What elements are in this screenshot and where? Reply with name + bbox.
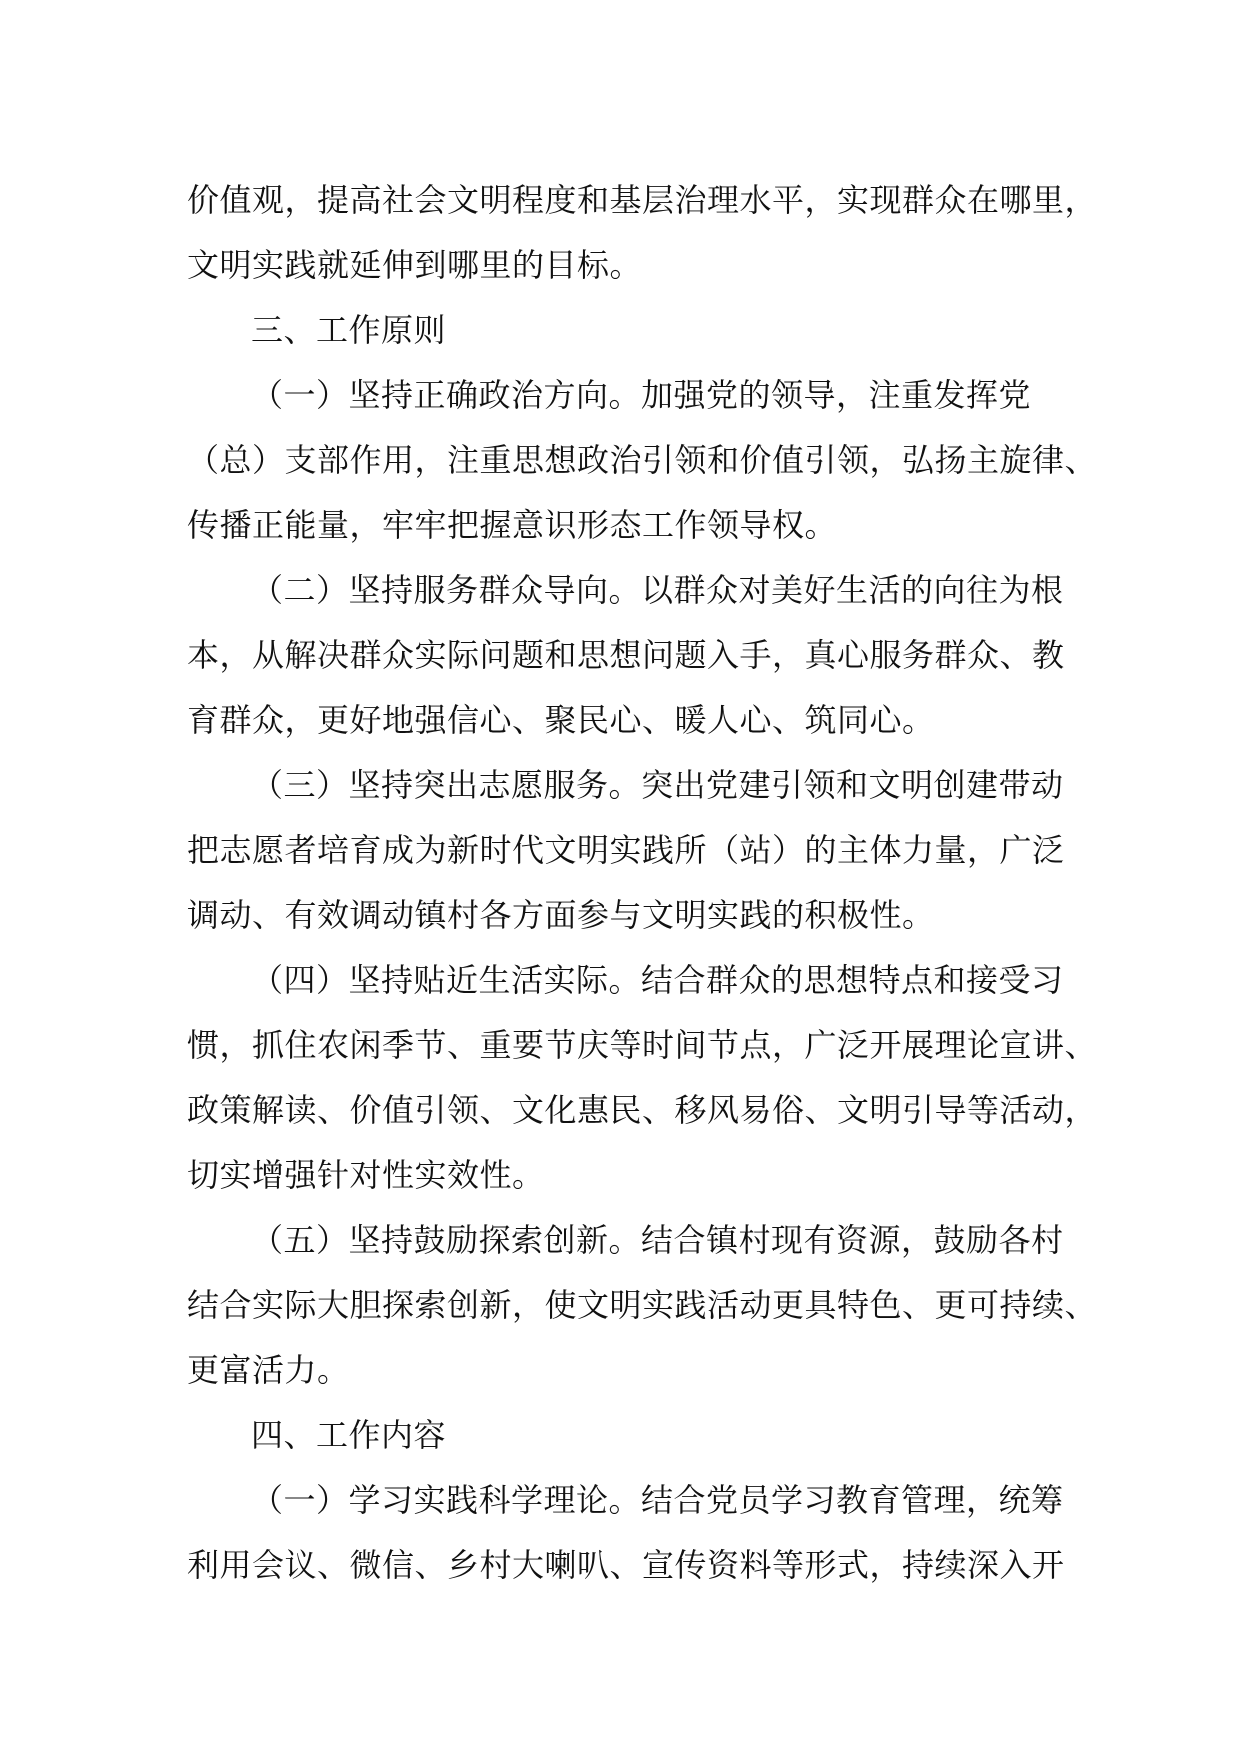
text-line: （一）坚持正确政治方向。加强党的领导，注重发挥党 <box>251 376 1032 414</box>
text-line: 结合实际大胆探索创新，使文明实践活动更具特色、更可持续、 <box>187 1286 1098 1324</box>
document-body <box>187 168 1098 1598</box>
text-line: 价值观，提高社会文明程度和基层治理水平，实现群众在哪里， <box>187 181 1098 219</box>
text-line: 本，从解决群众实际问题和思想问题入手，真心服务群众、教 <box>187 636 1065 674</box>
text-line: （三）坚持突出志愿服务。突出党建引领和文明创建带动 <box>251 766 1064 804</box>
text-line: （二）坚持服务群众导向。以群众对美好生活的向往为根 <box>251 571 1064 609</box>
text-line: 政策解读、价值引领、文化惠民、移风易俗、文明引导等活动， <box>187 1091 1098 1129</box>
text-line: 文明实践就延伸到哪里的目标。 <box>187 246 643 284</box>
text-line: 调动、有效调动镇村各方面参与文明实践的积极性。 <box>187 896 935 934</box>
section-heading: 三、工作原则 <box>251 311 447 349</box>
text-line: 传播正能量，牢牢把握意识形态工作领导权。 <box>187 506 838 544</box>
text-line: 把志愿者培育成为新时代文明实践所（站）的主体力量，广泛 <box>187 831 1065 869</box>
text-line: 切实增强针对性实效性。 <box>187 1156 545 1194</box>
text-line: 利用会议、微信、乡村大喇叭、宣传资料等形式，持续深入开 <box>187 1546 1065 1584</box>
text-line: （四）坚持贴近生活实际。结合群众的思想特点和接受习 <box>251 961 1064 999</box>
text-line: （一）学习实践科学理论。结合党员学习教育管理，统筹 <box>251 1481 1064 1519</box>
text-line: （总）支部作用，注重思想政治引领和价值引领，弘扬主旋律、 <box>187 441 1098 479</box>
text-line: 惯，抓住农闲季节、重要节庆等时间节点，广泛开展理论宣讲、 <box>187 1026 1098 1064</box>
text-line: （五）坚持鼓励探索创新。结合镇村现有资源，鼓励各村 <box>251 1221 1064 1259</box>
text-line: 更富活力。 <box>187 1351 350 1389</box>
text-line: 育群众，更好地强信心、聚民心、暖人心、筑同心。 <box>187 701 935 739</box>
section-heading: 四、工作内容 <box>251 1416 447 1454</box>
